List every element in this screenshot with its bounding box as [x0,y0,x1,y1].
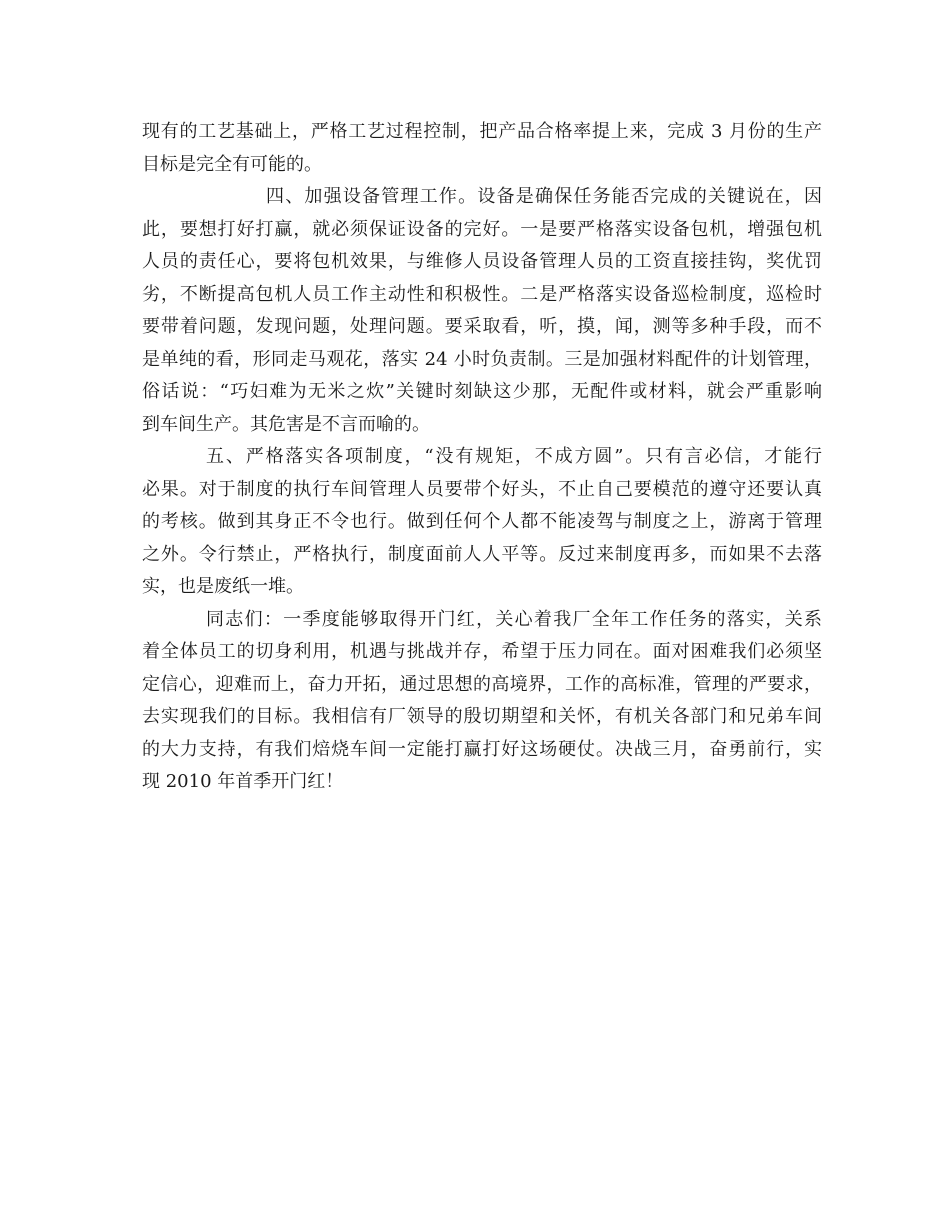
text-line: 到车间生产。其危害是不言而喻的。 [142,413,430,435]
text-line: 此，要想打好打赢，就必须保证设备的完好。一是要严格落实设备包机，增强包机 [142,218,822,240]
text-line: 目标是完全有可能的。 [142,153,322,175]
text-line: 是单纯的看，形同走马观花，落实 24 小时负责制。三是加强材料配件的计划管理， [142,348,822,370]
text-line: 俗话说：“巧妇难为无米之炊”关键时刻缺这少那，无配件或材料，就会严重影响 [142,381,822,402]
text-line: 的大力支持，有我们焙烧车间一定能打赢打好这场硬仗。决战三月，奋勇前行，实 [142,738,822,760]
paragraph-heading-five: 五、严格落实各项制度，“没有规矩，不成方圆”。只有言必信，才能行 [206,446,822,467]
text-line: 人员的责任心，要将包机效果，与维修人员设备管理人员的工资直接挂钩，奖优罚 [142,251,822,272]
text-line: 必果。对于制度的执行车间管理人员要带个好头，不止自己要模范的遵守还要认真 [142,478,822,500]
text-line: 定信心，迎难而上，奋力开拓，通过思想的高境界，工作的高标准，管理的严要求， [142,673,822,695]
text-line: 去实现我们的目标。我相信有厂领导的殷切期望和关怀，有机关各部门和兄弟车间 [142,706,822,727]
text-line: 的考核。做到其身正不令也行。做到任何个人都不能凌驾与制度之上，游离于管理 [142,511,822,532]
text-line: 着全体员工的切身利用，机遇与挑战并存，希望于压力同在。面对困难我们必须坚 [142,641,822,662]
text-line: 劣，不断提高包机人员工作主动性和积极性。二是严格落实设备巡检制度，巡检时 [142,283,822,305]
text-line: 要带着问题，发现问题，处理问题。要采取看，听，摸，闻，测等多种手段，而不 [142,316,822,337]
paragraph-heading-four: 四、加强设备管理工作。设备是确保任务能否完成的关键说在，因 [266,186,822,207]
text-line: 之外。令行禁止，严格执行，制度面前人人平等。反过来制度再多，而如果不去落 [142,543,822,565]
text-line: 现 2010 年首季开门红！ [142,771,344,792]
text-line: 实，也是废纸一堆。 [142,576,304,597]
closing-paragraph-start: 同志们：一季度能够取得开门红，关心着我厂全年工作任务的落实，关系 [206,608,822,630]
text-line: 现有的工艺基础上，严格工艺过程控制，把产品合格率提上来，完成 3 月份的生产 [142,121,822,142]
document-body [142,116,822,799]
